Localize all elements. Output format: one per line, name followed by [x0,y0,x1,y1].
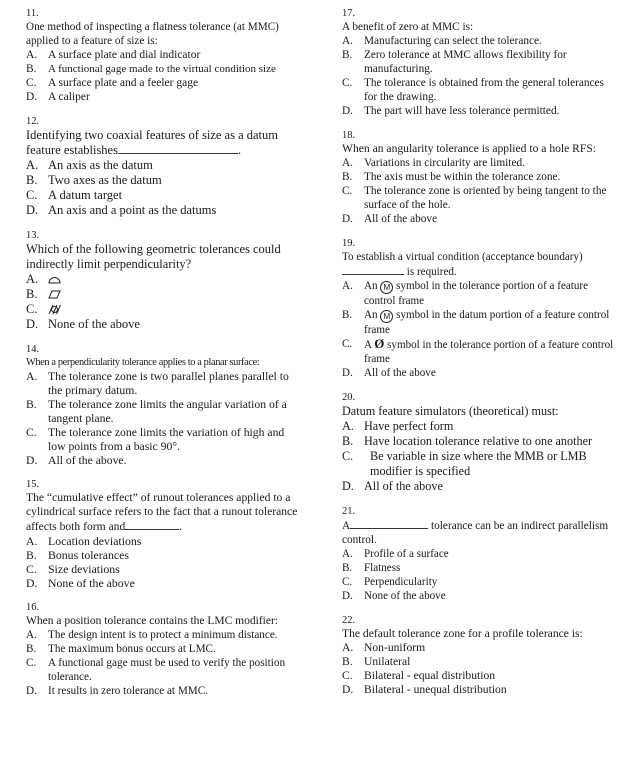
option-b[interactable] [342,655,614,669]
option-a[interactable] [342,641,614,655]
option-letter: D. [342,590,353,602]
option-letter: B. [26,643,37,655]
question-stem [342,518,614,547]
diameter-symbol-icon: Ø [374,336,385,351]
option-d[interactable] [26,454,298,468]
option-prefix: An [364,280,378,292]
option-letter: A. [342,641,354,654]
question-stem: Datum feature simulators (theoretical) must: [342,404,559,418]
option-text: Have location tolerance relative to one another [364,434,593,448]
option-b[interactable] [26,548,298,562]
option-letter: B. [342,434,354,448]
option-b[interactable] [26,642,298,656]
option-text: Manufacturing can select the tolerance. [364,35,542,47]
option-letter: A. [26,49,38,61]
option-a[interactable] [342,156,614,170]
option-letter: D. [26,454,38,467]
option-text: An axis as the datum [48,158,153,172]
stem-text: Identifying two coaxial features of size as a datum feature establishes [26,128,278,157]
option-letter: B. [342,655,353,668]
option-text: The tolerance zone limits the variation of high and low points from a basic 90°. [48,426,285,453]
option-c[interactable] [342,184,614,212]
option-letter: A. [342,419,354,433]
option-letter: A. [342,548,353,560]
option-text: A functional gage must be used to verify the position tolerance. [48,657,286,683]
option-text: A functional gage made to the virtual condition size [48,63,276,75]
option-text: Bilateral - equal distribution [364,669,496,682]
option-c[interactable] [342,575,614,589]
option-text: All of the above [364,479,443,493]
option-letter: C. [342,185,353,197]
option-text: Profile of a surface [364,548,449,560]
option-text: Variations in circularity are limited. [364,157,525,169]
option-prefix: An [364,309,378,321]
option-text: Location deviations [48,534,142,548]
option-letter: C. [342,338,353,350]
option-text: Non-uniform [364,641,426,654]
option-letter: C. [26,657,37,669]
question-12 [26,116,298,218]
option-letter: B. [26,63,37,75]
option-d[interactable] [342,366,614,380]
question-stem: The default tolerance zone for a profile tolerance is: [342,627,583,640]
option-d[interactable] [342,212,614,226]
question-13 [26,230,298,332]
right-column [342,8,614,697]
option-d[interactable] [342,104,614,118]
question-number: 16. [26,602,40,613]
answer-blank[interactable] [118,143,238,154]
option-c[interactable] [26,302,298,317]
option-letter: C. [26,426,37,439]
option-c[interactable] [26,188,298,203]
option-a[interactable] [342,547,614,561]
option-a[interactable] [342,279,614,308]
option-b[interactable] [342,434,614,449]
option-text: Have perfect form [364,419,454,433]
option-a[interactable] [26,534,298,548]
option-letter: D. [26,317,39,331]
stem-text: The “cumulative effect” of runout tolerances applied to a cylindrical surface refers to the fact that a runout tolerance affects both form and [26,491,298,533]
option-letter: A. [26,629,37,641]
question-21 [342,506,614,603]
option-text: The part will have less tolerance permitted. [364,105,560,117]
option-letter: A. [342,35,353,47]
option-suffix: symbol in the tolerance portion of a feature control frame [364,280,589,307]
option-symbol-wrap [48,302,298,317]
option-text: Flatness [364,562,401,574]
option-text: A caliper [48,91,90,103]
option-letter: A. [342,280,353,292]
option-c[interactable] [342,669,614,683]
question-number: 21. [342,506,356,517]
option-a[interactable] [26,158,298,173]
question-number: 14. [26,344,40,355]
option-b[interactable] [342,308,614,337]
stem-text: A [342,520,351,532]
option-b[interactable] [26,62,298,76]
option-d[interactable] [26,90,298,104]
option-text-wrap [364,308,614,337]
question-number: 15. [26,479,40,490]
option-letter: A. [26,370,38,383]
option-text: Bonus tolerances [48,548,129,562]
question-number: 11. [26,8,39,19]
option-letter: B. [26,173,38,187]
option-b[interactable] [342,561,614,575]
option-letter: A. [26,158,39,172]
option-letter: C. [26,302,38,316]
option-a[interactable] [26,370,298,398]
option-letter: B. [342,49,353,61]
option-text: Two axes as the datum [48,173,162,187]
option-suffix: symbol in the datum portion of a feature control frame [364,309,610,336]
question-number: 19. [342,238,356,249]
option-a[interactable] [342,34,614,48]
mmc-modifier-icon [380,281,393,294]
option-letter: C. [342,669,353,682]
option-b[interactable] [26,287,298,302]
option-letter: D. [26,203,39,217]
option-text: None of the above [48,576,135,590]
option-a[interactable] [342,419,614,434]
option-letter: C. [342,576,353,588]
option-text: An axis and a point as the datums [48,203,217,217]
question-stem [26,491,298,534]
option-text: Size deviations [48,562,120,576]
answer-blank[interactable] [350,518,428,529]
option-text: A surface plate and a feeler gage [48,77,199,89]
question-17 [342,8,614,118]
question-stem: When a perpendicularity tolerance applies to a planar surface: [26,357,260,368]
option-text: Be variable in size where the MMB or LMB modifier is specified [370,449,587,478]
mmc-modifier-icon [380,310,393,323]
option-letter: A. [342,157,353,169]
question-number: 22. [342,615,356,626]
question-stem: One method of inspecting a flatness tolerance (at MMC) applied to a feature of size is: [26,21,279,47]
question-22 [342,615,614,697]
option-letter: D. [26,685,37,697]
option-text: The axis must be within the tolerance zone. [364,171,561,183]
option-letter: B. [26,287,38,301]
question-number: 18. [342,130,356,141]
option-b[interactable] [26,173,298,188]
question-number: 13. [26,230,40,241]
option-c[interactable] [342,337,614,366]
option-b[interactable] [26,398,298,426]
stem-end: tolerance can be an indirect parallelism control. [342,520,609,546]
option-text: The tolerance zone is two parallel planes parallel to the primary datum. [48,370,289,397]
option-letter: A. [26,272,39,286]
option-text: Unilateral [364,655,411,668]
option-c[interactable] [342,449,614,479]
option-letter: B. [26,398,37,411]
option-c[interactable] [26,426,298,454]
option-text: Bilateral - unequal distribution [364,683,507,696]
option-text: All of the above [364,367,436,379]
option-d[interactable] [26,317,298,332]
option-letter: D. [342,367,353,379]
left-column [26,8,298,698]
option-d[interactable] [26,203,298,218]
question-20 [342,392,614,494]
option-suffix: symbol in the tolerance portion of a feature control frame [364,339,614,365]
option-d[interactable] [342,683,614,697]
question-19 [342,238,614,380]
option-a[interactable] [26,48,298,62]
option-text: A datum target [48,188,123,202]
option-letter: D. [342,479,354,493]
profile-of-surface-icon [48,274,59,285]
option-b[interactable] [342,170,614,184]
question-stem: When an angularity tolerance is applied to a hole RFS: [342,142,597,155]
option-letter: D. [26,91,38,103]
option-prefix: A [364,339,372,351]
option-text-wrap [364,279,614,308]
stem-end: . [237,143,242,157]
question-stem: When a position tolerance contains the LMC modifier: [26,615,278,627]
option-d[interactable] [342,589,614,603]
option-text: All of the above. [48,454,127,467]
option-text: None of the above [48,317,140,331]
question-number: 12. [26,116,40,127]
option-text: None of the above [364,590,446,602]
option-a[interactable] [26,628,298,642]
option-text: A surface plate and dial indicator [48,49,201,61]
question-number: 20. [342,392,356,403]
option-letter: D. [342,683,354,696]
question-15 [26,479,298,590]
answer-blank[interactable] [125,519,179,530]
option-letter: B. [342,309,353,321]
option-d[interactable] [26,576,298,590]
option-symbol-wrap [48,287,298,302]
option-symbol-wrap [48,272,298,287]
modifier-letter: M [383,283,391,292]
question-11 [26,8,298,104]
modifier-letter: M [383,312,391,321]
question-18 [342,130,614,226]
option-c[interactable] [342,76,614,104]
option-letter: B. [342,171,353,183]
question-stem [26,128,298,158]
option-letter: C. [26,188,38,202]
option-text: The tolerance zone is oriented by being tangent to the surface of the hole. [364,185,607,211]
option-text: The tolerance is obtained from the general tolerances for the drawing. [364,77,604,103]
option-letter: D. [26,576,38,590]
answer-blank[interactable] [342,264,404,275]
option-c[interactable] [26,656,298,684]
option-d[interactable] [26,684,298,698]
question-16 [26,602,298,698]
flatness-icon [48,289,59,300]
option-text-wrap [364,337,614,366]
option-b[interactable] [342,48,614,76]
option-letter: C. [342,77,353,89]
option-a[interactable] [26,272,298,287]
option-letter: C. [26,562,37,576]
option-letter: A. [26,534,38,548]
stem-end: . [179,520,183,533]
stem-text: To establish a virtual condition (acceptance boundary) [342,251,583,263]
stem-end: is required. [406,266,457,278]
question-14 [26,344,298,468]
option-letter: D. [342,213,353,225]
option-letter: C. [342,449,354,463]
question-stem: Which of the following geometric tolerances could indirectly limit perpendicularity? [26,242,281,271]
option-letter: B. [26,548,37,562]
option-c[interactable] [26,76,298,90]
option-text: It results in zero tolerance at MMC. [48,685,208,697]
option-letter: C. [26,77,37,89]
option-text: Zero tolerance at MMC allows flexibility for manufacturing. [364,49,567,75]
cylindricity-icon [48,304,59,315]
option-text: The tolerance zone limits the angular variation of a tangent plane. [48,398,287,425]
option-text: The design intent is to protect a minimum distance. [48,629,278,641]
question-stem [342,250,614,279]
option-text: The maximum bonus occurs at LMC. [48,643,216,655]
stem-line-2 [342,264,614,279]
option-text: All of the above [364,213,438,225]
option-letter: D. [342,105,353,117]
option-letter: B. [342,562,353,574]
option-c[interactable] [26,562,298,576]
option-d[interactable] [342,479,614,494]
question-stem: A benefit of zero at MMC is: [342,21,474,33]
option-text: Perpendicularity [364,576,438,588]
question-number: 17. [342,8,356,19]
